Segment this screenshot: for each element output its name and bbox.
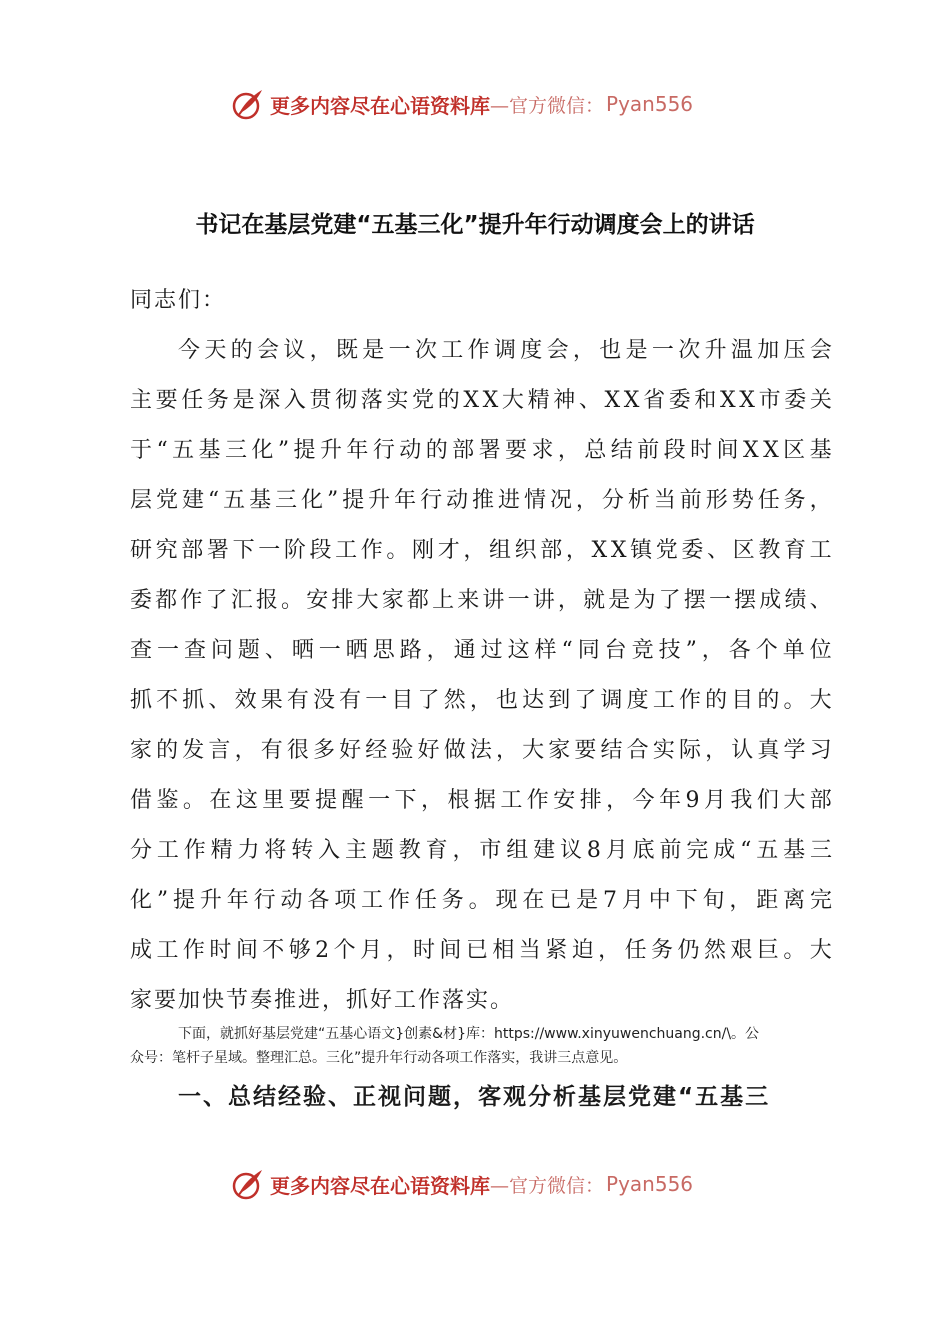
watermark-paragraph — [130, 1022, 830, 1070]
section-heading-1: 一、总结经验、正视问题，客观分析基层党建“五基三 — [178, 1084, 771, 1110]
paragraph-line: 查 一 查 问 题 、 晒 一 晒 思 路 ， 通 过 这 样 “ 同 台 竞 技 ” ， 各 个 单 位 — [130, 638, 832, 663]
greeting: 同志们： — [130, 288, 227, 313]
banner-wechat-id: Pyan556 — [606, 1172, 694, 1196]
small-line-1: 下面，就抓好基层党建“五基心语文}创素&材}库：https://www.xinyuwenchuang.cn/\。公 — [178, 1026, 760, 1042]
bottom-banner — [230, 1164, 693, 1204]
paragraph-line: 借 鉴 。 在 这 里 要 提 醒 一 下 ， 根 据 工 作 安 排 ， 今 年 9 月 我 们 大 部 — [130, 788, 832, 813]
paragraph-line: 分 工 作 精 力 将 转 入 主 题 教 育 ， 市 组 建 议 8 月 底 前 完 成 “ 五 基 三 — [130, 838, 832, 863]
paragraph-line: 委 都 作 了 汇 报 。 安 排 大 家 都 上 来 讲 一 讲 ， 就 是 为 了 摆 一 摆 成 绩 、 — [130, 588, 832, 613]
paragraph-line: 化 ” 提 升 年 行 动 各 项 工 作 任 务 。 现 在 已 是 7 月 中 下 旬 ， 距 离 完 — [130, 888, 832, 913]
banner-text: 更多内容尽在心语资料库 — [270, 93, 490, 118]
banner-separator: —官方微信： — [490, 1174, 605, 1197]
paragraph-line: 家 的 发 言 ， 有 很 多 好 经 验 好 做 法 ， 大 家 要 结 合 实 际 ， 认 真 学 习 — [130, 738, 832, 763]
paragraph-line: 家要加快节奏推进，抓好工作落实。 — [130, 988, 515, 1013]
body-paragraph — [130, 333, 832, 1033]
quill-logo-icon — [230, 1166, 266, 1202]
paragraph-line: 抓 不 抓 、 效 果 有 没 有 一 目 了 然 ， 也 达 到 了 调 度 工 作 的 目 的 。 大 — [130, 688, 832, 713]
paragraph-line: 研 究 部 署 下 一 阶 段 工 作 。 刚 才 ， 组 织 部 ， X X 镇 党 委 、 区 教 育 工 — [130, 538, 832, 563]
paragraph-line: 主 要 任 务 是 深 入 贯 彻 落 实 党 的 X X 大 精 神 、 X X 省 委 和 X X 市 委 关 — [130, 388, 832, 413]
banner-wechat-id: Pyan556 — [606, 92, 694, 116]
document-title: 书记在基层党建“五基三化”提升年行动调度会上的讲话 — [195, 212, 755, 238]
paragraph-line: 层 党 建 “ 五 基 三 化 ” 提 升 年 行 动 推 进 情 况 ， 分 析 当 前 形 势 任 务 ， — [130, 488, 832, 513]
paragraph-line: 于 “ 五 基 三 化 ” 提 升 年 行 动 的 部 署 要 求 ， 总 结 前 段 时 间 X X 区 基 — [130, 438, 832, 463]
paragraph-line: 今 天 的 会 议 ， 既 是 一 次 工 作 调 度 会 ， 也 是 一 次 升 温 加 压 会 — [178, 338, 832, 363]
quill-logo-icon — [230, 86, 266, 122]
banner-text: 更多内容尽在心语资料库 — [270, 1173, 490, 1198]
banner-separator: —官方微信： — [490, 94, 605, 117]
top-banner — [230, 84, 693, 124]
paragraph-line: 成 工 作 时 间 不 够 2 个 月 ， 时 间 已 相 当 紧 迫 ， 任 务 仍 然 艰 巨 。 大 — [130, 938, 832, 963]
small-line-2: 众号：笔杆子星域。整理汇总。三化”提升年行动各项工作落实，我讲三点意见。 — [130, 1050, 628, 1066]
